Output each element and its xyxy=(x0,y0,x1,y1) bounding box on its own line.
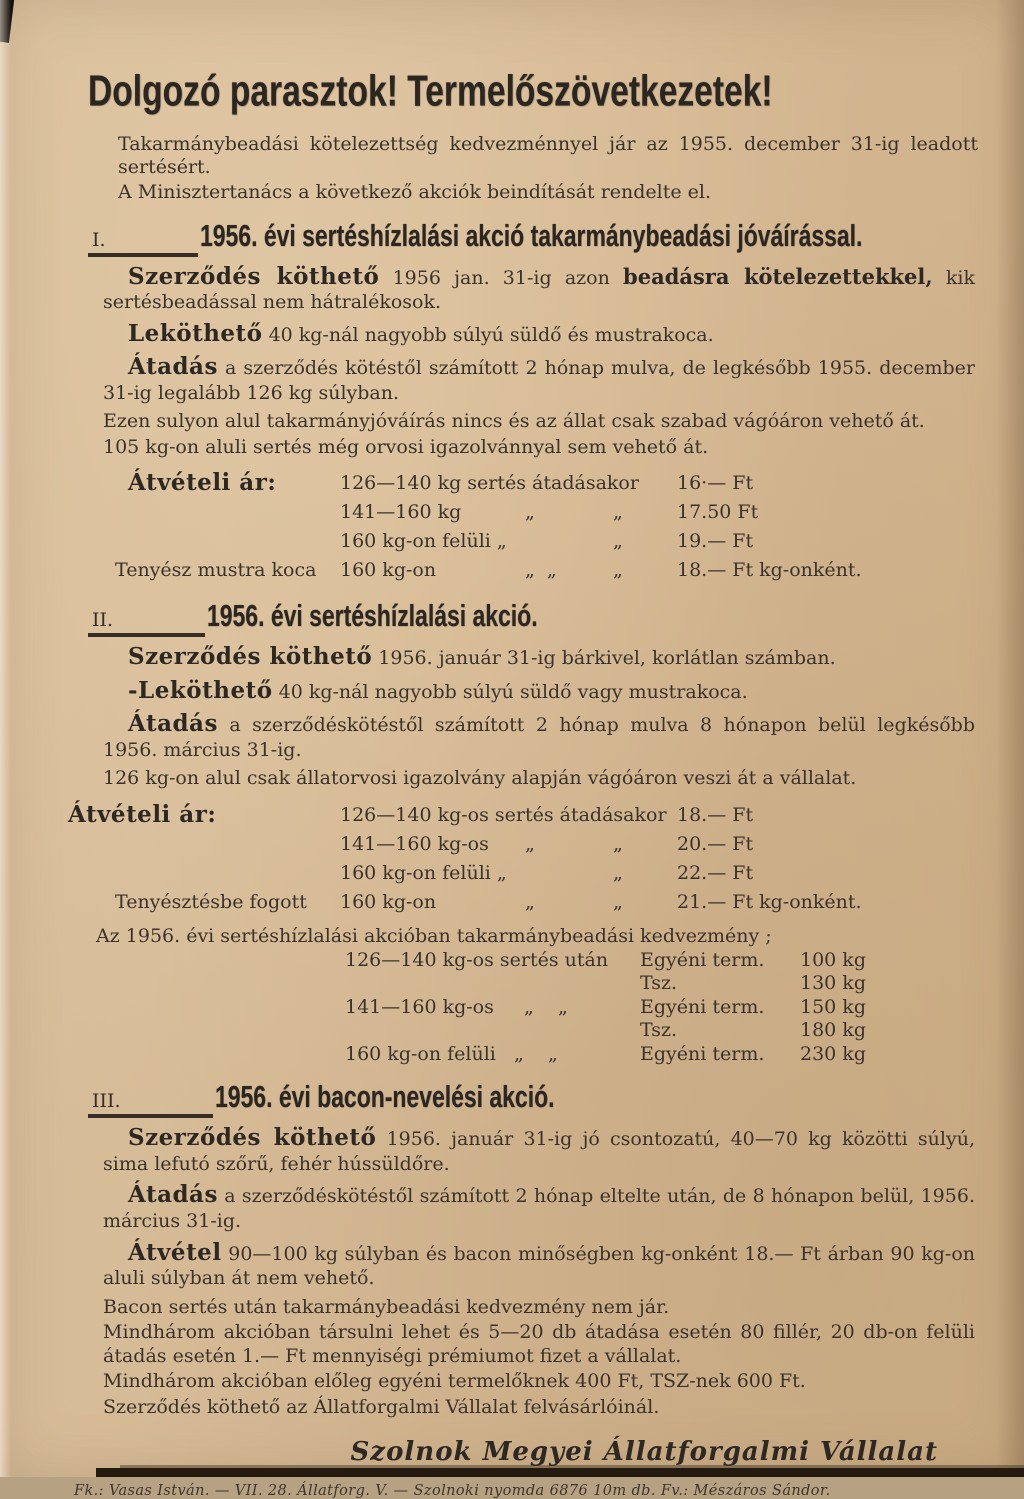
cell-price: 18.— Ft xyxy=(677,803,754,826)
table-row xyxy=(115,859,978,888)
cell-ditto: „ xyxy=(613,861,623,884)
company-signature: Szolnok Megyei Állatforgalmi Vállalat xyxy=(350,1437,938,1468)
paragraph-atadas-1 xyxy=(103,353,975,405)
price-rows-2 xyxy=(115,801,978,917)
cell-price: 16·— Ft xyxy=(677,472,754,495)
section-2-heading xyxy=(88,598,978,637)
cell-ditto: „ xyxy=(613,501,623,524)
imprint-line: Fk.: Vasas István. — VII. 28. Állatforg. V. — Szolnoki nyomda 6876 10m db. Fv.: Mészáros Sándor. xyxy=(74,1483,831,1499)
cell-range: 141—160 kg xyxy=(340,501,462,524)
cell-price: 21.— Ft kg-onként. xyxy=(677,890,862,913)
cell-price: 20.— Ft xyxy=(677,832,754,855)
table-row xyxy=(345,949,978,973)
note-premium: Mindhárom akcióban társulni lehet és 5—20 db átadása esetén 80 fillér, 20 db-on felüli átadás esetén 1.— Ft mennyiségi prémiumot fizet a vállalat. xyxy=(103,1321,975,1367)
paragraph-szerzodes-1 xyxy=(103,263,975,315)
cell-range: 126—140 kg-os sertés átadásakor xyxy=(340,803,667,826)
price-table-2 xyxy=(68,800,978,917)
section-3-numeral: III. xyxy=(88,1090,213,1118)
lekotheto-text: 40 kg-nál nagyobb súlyú süldő és mustrakoca. xyxy=(268,323,714,346)
szerzodes-text-1: 1956 jan. 31-ig azon xyxy=(392,266,610,289)
table-row xyxy=(345,1019,978,1043)
paragraph-atvetel xyxy=(103,1239,975,1291)
paragraph-atadas-2 xyxy=(103,710,975,762)
lead-szerzodes-kotheto: Szerződés köthető xyxy=(128,643,373,671)
paragraph-lekotheto-2 xyxy=(103,677,975,706)
discount-intro: Az 1956. évi sertéshízlalási akcióban takarmánybeadási kedvezmény ; xyxy=(96,924,772,947)
cell-producer: Egyéni term. xyxy=(640,1042,765,1065)
table-row xyxy=(115,556,978,585)
cell-producer: Tsz. xyxy=(640,972,678,995)
cell-range xyxy=(345,1019,640,1043)
table-row xyxy=(115,498,978,527)
cell-producer: Egyéni term. xyxy=(640,948,765,971)
cell-range: 141—160 kg-os xyxy=(340,832,489,855)
price-label-1: Átvételi ár: xyxy=(128,469,277,497)
szerzodes-bold: beadásra kötelezettekkel, xyxy=(623,263,933,289)
section-1 xyxy=(88,218,978,586)
cell-range: 141—160 kg-os „ „ xyxy=(345,995,568,1018)
lead-lekotheto: -Leköthető xyxy=(128,676,273,704)
cell-price: 17.50 Ft xyxy=(677,501,759,524)
intro-line-1: Takarmánybeadási kötelezettség kedvezménnyel jár az 1955. december 31-ig leadott sertésért. xyxy=(118,133,978,179)
cell-ditto xyxy=(525,859,613,888)
cell-ditto: „ xyxy=(525,832,535,855)
paragraph-lekotheto-1 xyxy=(103,320,975,349)
cell-producer: Tsz. xyxy=(640,1019,678,1042)
cell-range: 126—140 kg sertés átadásakor xyxy=(340,472,639,495)
lead-atadas: Átadás xyxy=(128,1181,218,1209)
cell-prefix xyxy=(115,498,340,527)
cell-prefix: Tenyésztésbe fogott xyxy=(115,890,307,913)
cell-range: 160 kg-on felüli „ „ xyxy=(345,1042,558,1065)
cell-ditto: „ xyxy=(613,530,623,553)
szerzodes-text-2: kik sertésbeadással nem hátralékosok. xyxy=(103,266,976,314)
table-row xyxy=(115,527,978,556)
cell-price: 19.— Ft xyxy=(677,530,754,553)
atadas-text: a szerződés kötéstől számított 2 hónap mulva, de legkésőbb 1955. december 31-ig legalább 126 kg súlyban. xyxy=(103,357,976,404)
section-2-heading-text: 1956. évi sertéshízlalási akció. xyxy=(207,598,538,633)
table-row xyxy=(115,801,978,830)
atadas-text: a szerződéskötéstől számított 2 hónap mulva 8 hónapon belül legkésőbb 1956. március 31-ig. xyxy=(103,714,975,761)
cell-amount: 100 kg xyxy=(800,948,866,971)
price-label-2: Átvételi ár: xyxy=(68,800,217,828)
note-126-alul: 126 kg-on alul csak állatorvosi igazolvány alapján vágóáron veszi át a vállalat. xyxy=(103,767,857,790)
note-bacon: Bacon sertés után takarmánybeadási kedvezmény nem jár. xyxy=(103,1295,670,1318)
szerzodes-text: 1956. január 31-ig bárkivel, korlátlan számban. xyxy=(378,647,836,670)
cell-range: 126—140 kg-os sertés után xyxy=(345,948,609,971)
cell-prefix xyxy=(115,830,340,859)
section-3 xyxy=(88,1079,978,1419)
cell-prefix xyxy=(115,527,340,556)
cell-price: 18.— Ft kg-onként. xyxy=(677,559,862,582)
section-1-heading xyxy=(88,218,978,257)
cell-ditto: „ xyxy=(525,890,535,913)
lead-atvetel: Átvétel xyxy=(128,1238,222,1266)
lead-atadas: Átadás xyxy=(128,710,218,738)
section-3-heading-text: 1956. évi bacon-nevelési akció. xyxy=(214,1079,555,1114)
cell-ditto: „ xyxy=(613,832,623,855)
section-2 xyxy=(68,598,978,1066)
lead-szerzodes-kotheto: Szerződés köthető xyxy=(128,1124,377,1152)
cell-prefix: Tenyész mustra koca xyxy=(115,559,317,582)
note-felvasarlo: Szerződés köthető az Állatforgalmi Vállalat felvásárlóinál. xyxy=(103,1395,660,1418)
paragraph-atadas-3 xyxy=(103,1181,975,1233)
lead-lekotheto: Leköthető xyxy=(128,319,263,347)
section-1-heading-text: 1956. évi sertéshízlalási akció takarmánybeadási jóváírással. xyxy=(199,218,862,253)
cell-range: 160 kg-on felüli „ xyxy=(340,861,507,884)
section-3-heading xyxy=(88,1079,978,1118)
note-105-kg: 105 kg-on aluli sertés még orvosi igazolvánnyal sem vehető át. xyxy=(103,435,709,458)
paragraph-szerzodes-3 xyxy=(103,1124,975,1176)
paragraph-szerzodes-2 xyxy=(103,643,975,672)
cell-ditto: „ xyxy=(613,559,623,582)
section-2-numeral: II. xyxy=(88,609,205,637)
table-row xyxy=(345,972,978,996)
cell-amount: 150 kg xyxy=(800,995,866,1018)
cell-ditto: „ xyxy=(525,501,535,524)
cell-ditto: „ xyxy=(613,890,623,913)
note-sulyon-alul: Ezen sulyon alul takarmányjóváírás nincs és az állat csak szabad vágóáron vehető át. xyxy=(103,410,925,433)
section-1-numeral: I. xyxy=(88,229,198,257)
table-row xyxy=(345,1043,978,1067)
table-row xyxy=(115,830,978,859)
cell-range xyxy=(345,972,640,996)
cell-amount: 130 kg xyxy=(800,972,866,995)
cell-amount: 230 kg xyxy=(800,1042,866,1065)
cell-ditto: „ „ xyxy=(525,559,557,582)
cell-range: 160 kg-on xyxy=(340,559,437,582)
table-row xyxy=(115,888,978,917)
lead-atadas: Átadás xyxy=(128,353,218,381)
table-row xyxy=(345,996,978,1020)
lead-szerzodes-kotheto: Szerződés köthető xyxy=(128,262,380,290)
page-title: Dolgozó parasztok! Termelőszövetkezetek! xyxy=(88,67,773,115)
price-table-1 xyxy=(88,469,978,585)
cell-prefix xyxy=(115,859,340,888)
szerzodes-text: 1956. január 31-ig jó csontozatú, 40—70 kg közötti súlyú, sima lefutó szőrű, fehér hússüldőre. xyxy=(103,1128,975,1175)
cell-amount: 180 kg xyxy=(800,1019,866,1042)
intro-block xyxy=(118,133,978,205)
intro-line-2: A Minisztertanács a következő akciók beindítását rendelte el. xyxy=(118,181,712,204)
cell-producer: Egyéni term. xyxy=(640,995,765,1018)
lekotheto-text: 40 kg-nál nagyobb súlyú süldő vagy mustrakoca. xyxy=(278,680,748,703)
note-eloleg: Mindhárom akcióban előleg egyéni termelőknek 400 Ft, TSZ-nek 600 Ft. xyxy=(103,1370,806,1393)
discount-table xyxy=(345,949,978,1067)
cell-range: 160 kg-on felüli „ xyxy=(340,530,507,553)
cell-ditto xyxy=(525,527,613,556)
cell-range: 160 kg-on xyxy=(340,890,437,913)
atvetel-text: 90—100 kg súlyban és bacon minőségben kg-onként 18.— Ft árban 90 kg-on aluli súlyban át nem vehető. xyxy=(103,1242,975,1290)
cell-price: 22.— Ft xyxy=(677,861,754,884)
atadas-text: a szerződéskötéstől számított 2 hónap eltelte után, de 8 hónapon belül, 1956. március 31-ig. xyxy=(103,1185,975,1232)
